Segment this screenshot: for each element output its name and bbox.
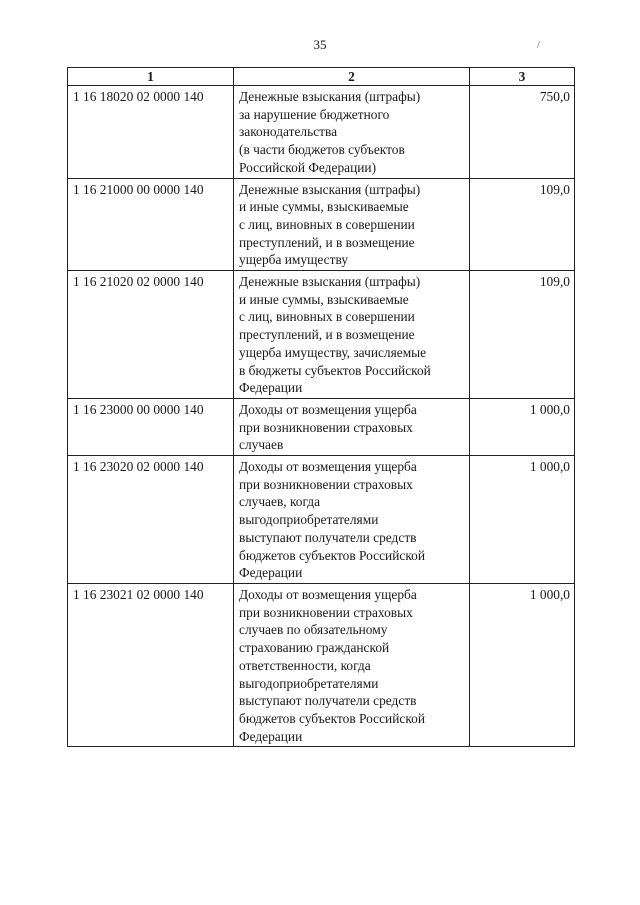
- row-amount: 1 000,0: [470, 456, 575, 584]
- margin-mark: /: [537, 40, 540, 51]
- row-amount: 1 000,0: [470, 583, 575, 746]
- row-code: 1 16 21020 02 0000 140: [68, 271, 234, 399]
- row-amount: 109,0: [470, 271, 575, 399]
- column-header-amount: 3: [470, 68, 575, 86]
- row-description: Доходы от возмещения ущерба при возникновении страховых случаев: [234, 398, 470, 455]
- column-header-code: 1: [68, 68, 234, 86]
- table-row: [68, 178, 575, 271]
- table-row: [68, 86, 575, 179]
- row-code: 1 16 21000 00 0000 140: [68, 178, 234, 271]
- row-code: 1 16 23021 02 0000 140: [68, 583, 234, 746]
- row-description: Денежные взыскания (штрафы) и иные суммы, взыскиваемые с лиц, виновных в совершении преступлений, и в возмещение ущерба имуществу: [234, 178, 470, 271]
- row-amount: 109,0: [470, 178, 575, 271]
- row-description: Доходы от возмещения ущерба при возникновении страховых случаев, когда выгодоприобретателями выступают получатели средств бюджетов субъектов Российской Федерации: [234, 456, 470, 584]
- row-code: 1 16 23020 02 0000 140: [68, 456, 234, 584]
- row-code: 1 16 23000 00 0000 140: [68, 398, 234, 455]
- revenue-table: [67, 67, 575, 747]
- page-number: 35: [313, 37, 327, 52]
- table-row: [68, 456, 575, 584]
- column-header-description: 2: [234, 68, 470, 86]
- row-description: Денежные взыскания (штрафы) за нарушение бюджетного законодательства (в части бюджетов субъектов Российской Федерации): [234, 86, 470, 179]
- table-row: [68, 398, 575, 455]
- row-code: 1 16 18020 02 0000 140: [68, 86, 234, 179]
- table-row: [68, 271, 575, 399]
- row-description: Денежные взыскания (штрафы) и иные суммы, взыскиваемые с лиц, виновных в совершении преступлений, и в возмещение ущерба имуществу, зачисляемые в бюджеты субъектов Российской Федерации: [234, 271, 470, 399]
- row-amount: 1 000,0: [470, 398, 575, 455]
- row-amount: 750,0: [470, 86, 575, 179]
- table-row: [68, 583, 575, 746]
- row-description: Доходы от возмещения ущерба при возникновении страховых случаев по обязательному страхованию гражданской ответственности, когда выгодоприобретателями выступают получатели средств бюджетов субъектов Российской Федерации: [234, 583, 470, 746]
- table-header-row: [68, 68, 575, 86]
